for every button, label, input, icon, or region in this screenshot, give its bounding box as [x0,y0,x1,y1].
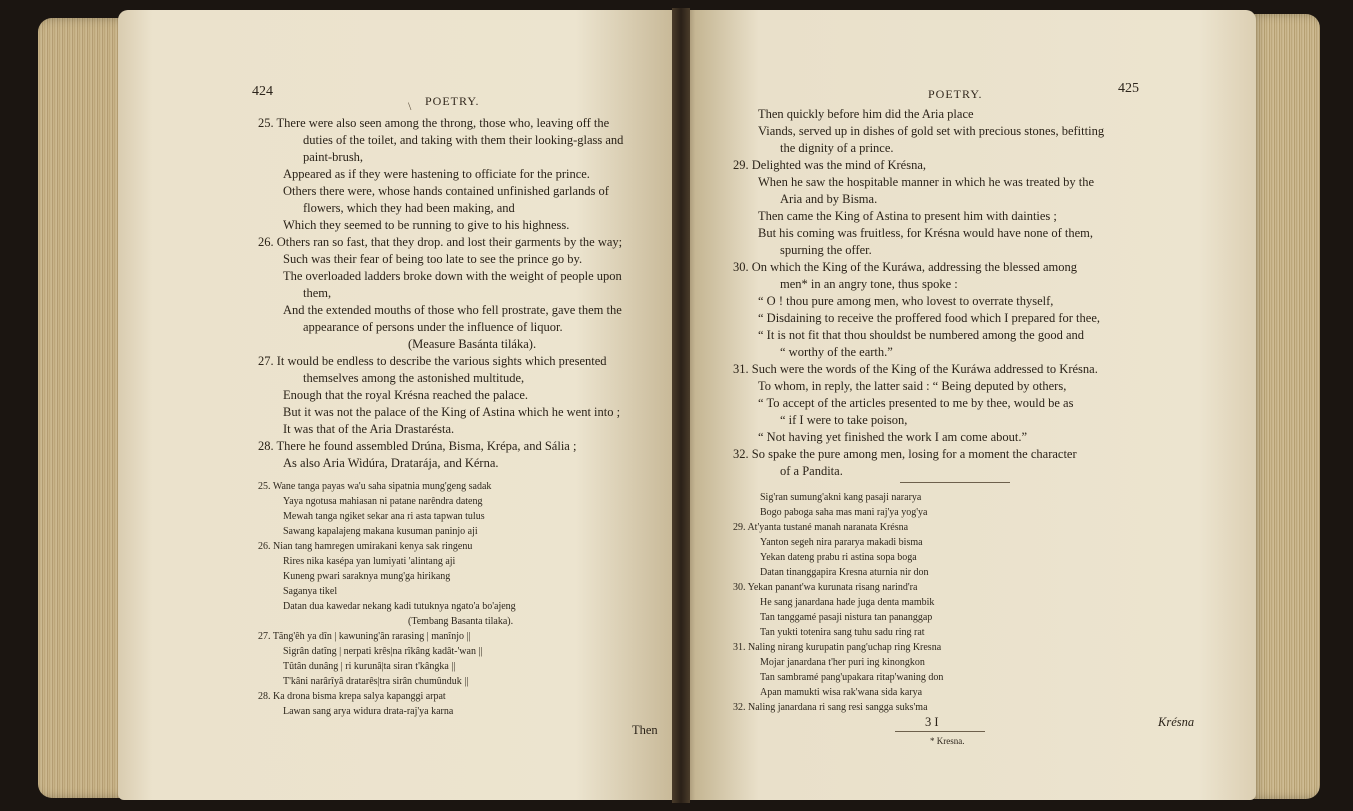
left-line: them, [303,286,332,300]
left-javanese-line: Datan dua kawedar nekang kadi tutuknya ngato'a bo'ajeng [283,601,516,612]
left-line: As also Aria Widúra, Dratarája, and Kérna. [283,456,499,470]
signature-mark: 3 I [925,715,939,729]
right-catchword: Krésna [1158,715,1195,729]
right-line: Viands, served up in dishes of gold set with precious stones, befitting [758,124,1105,138]
right-javanese-line: Mojar janardana t'her puri ing kinongkon [760,657,925,668]
left-line: But it was not the palace of the King of Astina which he went into ; [283,405,621,419]
left-line: themselves among the astonished multitude, [303,371,525,385]
right-javanese-line: He sang janardana hade juga denta mambik [760,597,935,608]
right-line: the dignity of a prince. [780,141,894,155]
left-javanese-line: Lawan sang arya widura drata-raj'ya karna [283,706,454,717]
right-line: 32. So spake the pure among men, losing for a moment the character [733,447,1077,461]
right-javanese-line: Tan tanggamé pasaji nistura tan pananggap [760,612,933,623]
left-line: 28. There he found assembled Drúna, Bisma, Krépa, and Sália ; [258,439,577,453]
left-javanese-line: T'kâni narârîyâ dratarês|tra sirân chumûnduk || [283,676,469,687]
left-line: paint-brush, [303,150,364,164]
left-line: 26. Others ran so fast, that they drop. and lost their garments by the way; [258,235,623,249]
left-line: Which they seemed to be running to give to his highness. [283,218,570,232]
right-javanese-line: 31. Naling nirang kurupatin pang'uchap ring Kresna [733,642,942,653]
right-javanese-line: Datan tinanggapira Kresna aturnia nir don [760,567,929,578]
right-line: “ Not having yet finished the work I am come about.” [758,430,1028,444]
right-javanese-line: Tan sambramé pang'upakara ritap'waning don [760,672,944,683]
left-line: It was that of the Aria Drastarésta. [283,422,455,436]
right-line: 31. Such were the words of the King of the Kuráwa addressed to Krésna. [733,362,1098,376]
left-running-header: POETRY. [425,94,480,108]
right-line: When he saw the hospitable manner in which he was treated by the [758,175,1094,189]
right-javanese-line: Yanton segeh nira pararya makadi bisma [760,537,923,548]
right-line: “ Disdaining to receive the proffered food which I prepared for thee, [758,311,1100,325]
ink-mark: \ [408,99,412,113]
right-line: 30. On which the King of the Kuráwa, addressing the blessed among [733,260,1078,274]
left-javanese-line: (Tembang Basanta tilaka). [408,616,514,627]
left-line: Others there were, whose hands contained unfinished garlands of [283,184,609,198]
right-javanese-line: Tan yukti totenira sang tuhu sadu ring rat [760,627,925,638]
footnote: * Kresna. [930,736,965,746]
left-line: duties of the toilet, and taking with them their looking-glass and [303,133,624,147]
left-javanese-line: 28. Ka drona bisma krepa salya kapanggi arpat [258,691,446,702]
left-line: 27. It would be endless to describe the various sights which presented [258,354,607,368]
left-line: The overloaded ladders broke down with the weight of people upon [283,269,622,283]
right-running-header: POETRY. [928,87,983,101]
left-javanese-line: 25. Wane tanga payas wa'u saha sipatnia mung'geng sadak [258,481,492,492]
left-line: appearance of persons under the influence of liquor. [303,320,563,334]
left-line: 25. There were also seen among the throng, those who, leaving off the [258,116,610,130]
book-gutter [672,8,690,803]
right-javanese-line: Bogo paboga saha mas mani raj'ya yog'ya [760,507,928,518]
right-line: 29. Delighted was the mind of Krésna, [733,158,927,172]
right-page-edges [1250,14,1320,799]
right-line: Then came the King of Astina to present him with dainties ; [758,209,1057,223]
right-javanese-line: Yekan dateng prabu ri astina sopa boga [760,552,917,563]
right-line: “ To accept of the articles presented to me by thee, would be as [758,396,1074,410]
left-catchword: Then [632,723,658,737]
left-javanese-line: Kuneng pwari saraknya mung'ga hirikang [283,571,451,582]
separator-rule [900,482,1010,483]
left-line: (Measure Basánta tiláka). [408,337,537,351]
left-javanese-line: 27. Tãng'êh ya dîn | kawuning'ân rarasing | manînjo || [258,631,471,642]
right-javanese-line: Sig'ran sumung'akni kang pasaji nararya [760,492,922,503]
left-javanese-line: Mewah tanga ngiket sekar ana ri asta tapwan tulus [283,511,485,522]
right-line: “ It is not fit that thou shouldst be numbered among the good and [758,328,1084,342]
right-javanese-line: 29. At'yanta tustané manah naranata Krésna [733,522,909,533]
right-page-number: 425 [1118,81,1139,96]
left-javanese-line: 26. Nian tang hamregen umirakani kenya sak ringenu [258,541,473,552]
right-javanese-line: Apan mamukti wisa rak'wana sida karya [760,687,923,698]
left-line: Enough that the royal Krésna reached the palace. [283,388,529,402]
right-line: men* in an angry tone, thus spoke : [780,277,958,291]
left-javanese-line: Rires nika kasépa yan lumiyati 'alintang aji [283,556,456,567]
left-line: And the extended mouths of those who fell prostrate, gave them the [283,303,622,317]
left-javanese-line: Saganya tikel [283,586,338,597]
right-line: To whom, in reply, the latter said : “ Being deputed by others, [758,379,1067,393]
left-line: Such was their fear of being too late to see the prince go by. [283,252,583,266]
right-line: “ O ! thou pure among men, who lovest to overrate thyself, [758,294,1054,308]
right-javanese-line: 32. Naling janardana ri sang resi sangga suks'ma [733,702,928,713]
right-line: spurning the offer. [780,243,872,257]
left-line: flowers, which they had been making, and [303,201,515,215]
left-line: Appeared as if they were hastening to officiate for the prince. [283,167,590,181]
right-line: “ worthy of the earth.” [780,345,893,359]
right-line: “ if I were to take poison, [780,413,908,427]
right-javanese-line: 30. Yekan panant'wa kurunata risang narind'ra [733,582,918,593]
right-line: Then quickly before him did the Aria place [758,107,974,121]
right-line: Aria and by Bisma. [780,192,878,206]
right-line: But his coming was fruitless, for Krésna would have none of them, [758,226,1094,240]
left-javanese-line: Yaya ngotusa mahiasan ni patane narêndra dateng [283,496,483,507]
left-page-number: 424 [252,84,273,99]
left-javanese-line: Sawang kapalajeng makana kusuman paninjo aji [283,526,478,537]
left-javanese-line: Tûtân dunâng | ri kurunâ|ta siran t'kângka || [283,661,456,672]
right-line: of a Pandita. [780,464,843,478]
footnote-rule [895,731,985,732]
left-javanese-line: Sigrân datîng | nerpati krês|na rîkâng kadât-'wan || [283,646,483,657]
